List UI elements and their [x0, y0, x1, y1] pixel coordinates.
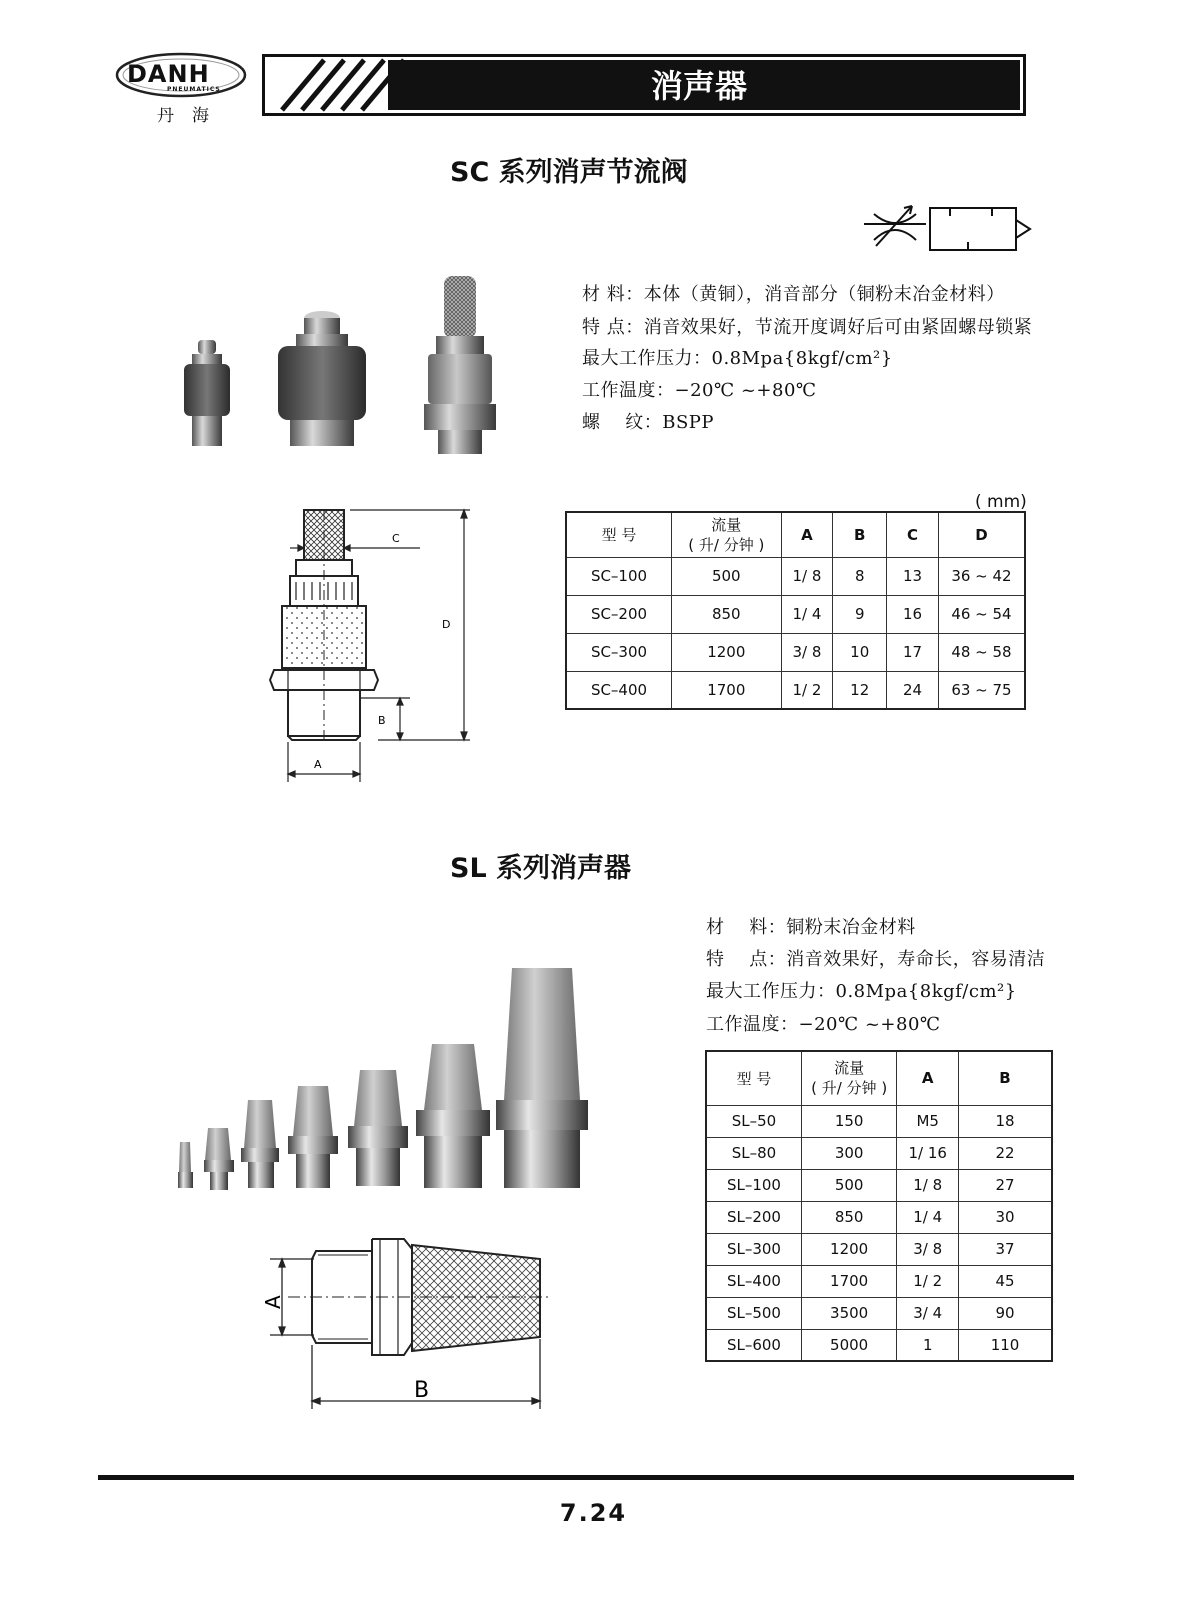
spec-label: 特 点：	[582, 317, 644, 338]
cell-flow: 850	[801, 1201, 896, 1233]
th-c: C	[887, 512, 939, 557]
table-row	[566, 671, 1025, 709]
sl-spec-feature	[706, 945, 1045, 971]
table-row	[706, 1169, 1052, 1201]
cell-flow: 1200	[672, 633, 782, 671]
cell-flow: 1700	[801, 1265, 896, 1297]
cell-model: SL–300	[706, 1233, 801, 1265]
cell-model: SL–50	[706, 1105, 801, 1137]
cell-model: SL–200	[706, 1201, 801, 1233]
spec-value: 消音效果好，寿命长，容易清洁	[786, 949, 1046, 970]
th-b: B	[833, 512, 887, 557]
cell-b: 10	[833, 633, 887, 671]
cell-b: 110	[959, 1329, 1052, 1361]
cell-flow: 1200	[801, 1233, 896, 1265]
cell-b: 18	[959, 1105, 1052, 1137]
spec-label: 最大工作压力：	[582, 348, 712, 369]
th-flow-line1: 流量	[711, 515, 742, 534]
sl-spec-temperature	[706, 1010, 941, 1036]
cell-model: SC–400	[566, 671, 672, 709]
cell-c: 13	[887, 557, 939, 595]
table-row	[706, 1297, 1052, 1329]
th-model: 型 号	[706, 1051, 801, 1105]
cell-a: M5	[897, 1105, 959, 1137]
th-model: 型 号	[566, 512, 672, 557]
table-header-row	[566, 512, 1025, 557]
dim-label-c: C	[392, 532, 400, 545]
cell-d: 46 ~ 54	[938, 595, 1025, 633]
cell-a: 3/ 8	[781, 633, 833, 671]
cell-model: SL–400	[706, 1265, 801, 1297]
cell-flow: 1700	[672, 671, 782, 709]
cell-b: 90	[959, 1297, 1052, 1329]
spec-value: BSPP	[662, 412, 715, 433]
dim-label-a: A	[314, 758, 322, 771]
sc-spec-table	[565, 511, 1026, 710]
cell-a: 1/ 8	[897, 1169, 959, 1201]
cell-model: SL–500	[706, 1297, 801, 1329]
table-row	[706, 1201, 1052, 1233]
cell-a: 1/ 2	[897, 1265, 959, 1297]
dim-label-b: B	[378, 714, 386, 727]
sc-spec-pressure	[582, 344, 893, 370]
cell-model: SL–600	[706, 1329, 801, 1361]
spec-value: 0.8Mpa{8kgf/cm²}	[711, 348, 893, 369]
th-a: A	[897, 1051, 959, 1105]
th-flow-line2: ( 升/ 分钟 )	[688, 535, 765, 554]
table-row	[706, 1105, 1052, 1137]
cell-a: 1	[897, 1329, 959, 1361]
sl-section-title: SL 系列消声器	[450, 853, 632, 884]
cell-d: 48 ~ 58	[938, 633, 1025, 671]
cell-a: 1/ 4	[781, 595, 833, 633]
th-flow	[801, 1051, 896, 1105]
th-d: D	[938, 512, 1025, 557]
footer-divider	[98, 1475, 1074, 1480]
spec-value: 0.8Mpa{8kgf/cm²}	[835, 981, 1017, 1002]
sl-dimension-drawing	[258, 1225, 558, 1415]
cell-model: SC–100	[566, 557, 672, 595]
cell-flow: 500	[672, 557, 782, 595]
spec-label: 材 料：	[582, 284, 644, 305]
cell-a: 1/ 2	[781, 671, 833, 709]
cell-b: 9	[833, 595, 887, 633]
cell-b: 45	[959, 1265, 1052, 1297]
sl-spec-table	[705, 1050, 1053, 1362]
cell-c: 16	[887, 595, 939, 633]
th-flow-line2: ( 升/ 分钟 )	[811, 1079, 888, 1098]
cell-d: 36 ~ 42	[938, 557, 1025, 595]
sc-spec-temperature	[582, 376, 817, 402]
spec-label: 特 点：	[706, 949, 787, 970]
cell-model: SC–300	[566, 633, 672, 671]
table-row	[706, 1233, 1052, 1265]
dim-label-a: A	[261, 1295, 285, 1309]
cell-flow: 500	[801, 1169, 896, 1201]
page-title: 消声器	[650, 67, 747, 105]
cell-b: 12	[833, 671, 887, 709]
table-header-row	[706, 1051, 1052, 1105]
cell-flow: 5000	[801, 1329, 896, 1361]
table-row	[566, 633, 1025, 671]
table-row	[706, 1137, 1052, 1169]
cell-a: 1/ 4	[897, 1201, 959, 1233]
spec-value: 本体（黄铜），消音部分（铜粉末冶金材料）	[643, 284, 1005, 305]
cell-d: 63 ~ 75	[938, 671, 1025, 709]
table-row	[706, 1329, 1052, 1361]
sc-spec-thread	[582, 408, 714, 434]
logo-text: DANH	[127, 60, 210, 88]
cell-flow: 300	[801, 1137, 896, 1169]
cell-flow: 150	[801, 1105, 896, 1137]
cell-b: 37	[959, 1233, 1052, 1265]
table-row	[566, 595, 1025, 633]
sl-product-photo	[170, 960, 600, 1196]
sc-spec-material	[582, 280, 1005, 306]
cell-a: 3/ 4	[897, 1297, 959, 1329]
spec-value: −20℃ ~+80℃	[674, 380, 817, 401]
cell-flow: 3500	[801, 1297, 896, 1329]
sc-section-title: SC 系列消声节流阀	[450, 157, 688, 188]
cell-b: 8	[833, 557, 887, 595]
dim-label-d: D	[442, 618, 451, 631]
th-a: A	[781, 512, 833, 557]
sc-spec-feature	[582, 313, 1032, 339]
throttle-silencer-symbol-icon	[860, 198, 1035, 258]
cell-c: 24	[887, 671, 939, 709]
sl-spec-material	[706, 913, 916, 939]
unit-label: ( mm)	[975, 492, 1027, 512]
spec-label: 工作温度：	[706, 1014, 799, 1035]
spec-label: 材 料：	[706, 917, 787, 938]
logo-subtitle: PNEUMATICS	[167, 86, 221, 93]
spec-value: −20℃ ~+80℃	[798, 1014, 941, 1035]
cell-model: SC–200	[566, 595, 672, 633]
spec-value: 铜粉末冶金材料	[786, 917, 916, 938]
cell-a: 1/ 16	[897, 1137, 959, 1169]
th-flow-line1: 流量	[834, 1059, 865, 1078]
cell-c: 17	[887, 633, 939, 671]
sc-dimension-drawing	[260, 500, 480, 790]
th-b: B	[959, 1051, 1052, 1105]
cell-model: SL–100	[706, 1169, 801, 1201]
spec-label: 最大工作压力：	[706, 981, 836, 1002]
table-row	[706, 1265, 1052, 1297]
cell-a: 3/ 8	[897, 1233, 959, 1265]
cell-a: 1/ 8	[781, 557, 833, 595]
cell-flow: 850	[672, 595, 782, 633]
cell-b: 30	[959, 1201, 1052, 1233]
th-flow	[672, 512, 782, 557]
cell-b: 22	[959, 1137, 1052, 1169]
logo-chinese: 丹海	[157, 106, 227, 126]
spec-value: 消音效果好，节流开度调好后可由紧固螺母锁紧	[643, 317, 1033, 338]
sc-product-photo	[170, 270, 510, 465]
spec-label: 螺 纹：	[582, 412, 663, 433]
sl-spec-pressure	[706, 977, 1017, 1003]
table-row	[566, 557, 1025, 595]
spec-label: 工作温度：	[582, 380, 675, 401]
dim-label-b: B	[414, 1378, 430, 1403]
cell-model: SL–80	[706, 1137, 801, 1169]
page-number: 7.24	[559, 1499, 628, 1527]
cell-b: 27	[959, 1169, 1052, 1201]
